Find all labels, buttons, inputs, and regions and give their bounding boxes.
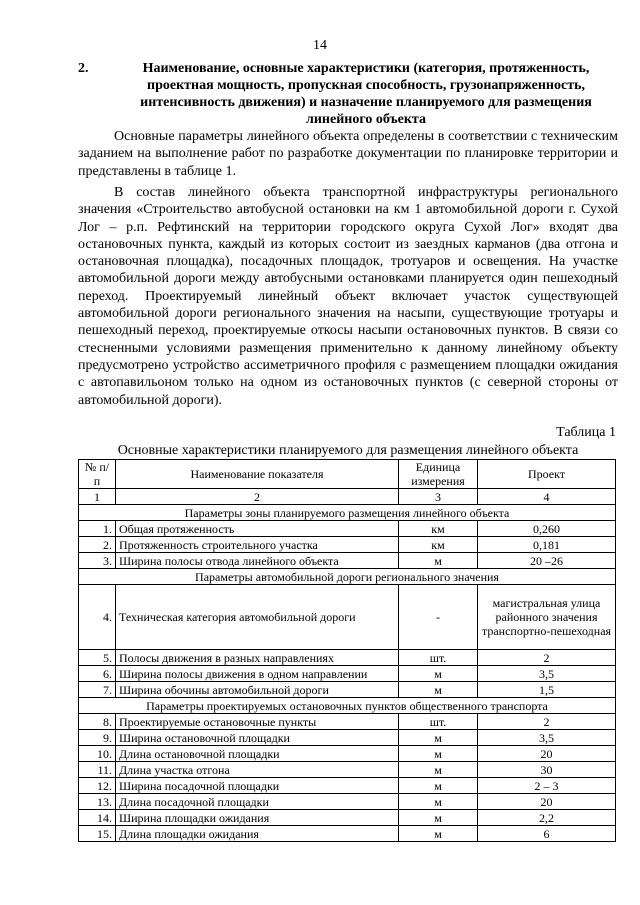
row-name: Ширина посадочной площадки [116,778,399,794]
paragraph: В состав линейного объекта транспортной инфраструктуры регионального значения «Строительство автобусной остановки на км 1 автомобильной дороги г. Сухой Лог – р.п. Рефтинский на территории городского округа Сухой Лог» входят два остановочных пункта, каждый из которых состоит из заездных карманов (два отгона и остановочная площадка), посадочных площадок, тротуаров и освещения. На участке автомобильной дороги между автобусными остановками планируется один пешеходный переход. Проектируемый линейный объект включает участок существующей автомобильной дороги регионального значения на насыпи, существующие тротуары и пешеходный переход, проектируемые откосы насыпи остановочных пунктов. В связи со стесненными условиями размещения применительно к данному линейному объекту предусмотрено устройство ассиметричного профиля с размещением площадки ожидания с автопавильоном только на одном из остановочных пунктов (с северной стороны от автомобильной дороги). [78,185,618,408]
row-unit: м [399,682,478,698]
characteristics-table [78,459,616,842]
row-number: 6. [79,666,116,682]
row-number: 15. [79,826,116,842]
column-index-row [79,489,616,505]
section-number: 2. [78,61,89,76]
header-number: № п/п [79,460,116,489]
header-unit: Единица измерения [399,460,478,489]
column-index: 2 [116,489,399,505]
row-name: Общая протяженность [116,521,399,537]
row-unit: - [399,585,478,650]
table-body [79,489,616,842]
row-value: 2 [478,714,616,730]
table-row [79,714,616,730]
row-value: 30 [478,762,616,778]
section-title: Параметры зоны планируемого размещения линейного объекта [79,505,616,521]
row-unit: км [399,537,478,553]
section-heading [78,60,618,128]
header-name: Наименование показателя [116,460,399,489]
row-number: 2. [79,537,116,553]
table-title: Основные характеристики планируемого для размещения линейного объекта [117,443,579,458]
table-header-row [79,460,616,489]
row-name: Длина площадки ожидания [116,826,399,842]
table-row [79,730,616,746]
row-number: 9. [79,730,116,746]
row-number: 8. [79,714,116,730]
row-name: Полосы движения в разных направлениях [116,650,399,666]
row-value: 20 [478,794,616,810]
paragraph: Основные параметры линейного объекта определены в соответствии с техническим заданием на выполнение работ по разработке документации по планировке территории и представлены в таблице 1. [78,129,618,179]
row-number: 5. [79,650,116,666]
row-value: магистральная улица районного значения транспортно-пешеходная [478,585,616,650]
row-value: 2 – 3 [478,778,616,794]
row-number: 1. [79,521,116,537]
row-unit: м [399,794,478,810]
row-unit: м [399,810,478,826]
row-unit: км [399,521,478,537]
row-unit: шт. [399,714,478,730]
row-value: 2,2 [478,810,616,826]
paragraph-2-block [78,184,618,409]
table-label: Таблица 1 [556,425,616,440]
paragraph-1-block [78,128,618,180]
row-name: Протяженность строительного участка [116,537,399,553]
table-row [79,666,616,682]
row-number: 14. [79,810,116,826]
page-number: 14 [313,38,327,53]
row-value: 20 –26 [478,553,616,569]
row-name: Ширина обочины автомобильной дороги [116,682,399,698]
table-row [79,682,616,698]
row-name: Длина участка отгона [116,762,399,778]
table-row [79,762,616,778]
row-number: 3. [79,553,116,569]
section-row [79,505,616,521]
section-row [79,698,616,714]
row-value: 0,181 [478,537,616,553]
section-title: Параметры проектируемых остановочных пунктов общественного транспорта [79,698,616,714]
row-number: 13. [79,794,116,810]
section-title: Параметры автомобильной дороги регионального значения [79,569,616,585]
row-unit: м [399,826,478,842]
row-unit: шт. [399,650,478,666]
table-row [79,521,616,537]
row-name: Ширина остановочной площадки [116,730,399,746]
row-number: 11. [79,762,116,778]
section-title: Наименование, основные характеристики (категория, протяженность, проектная мощность, пропускная способность, грузонапряженность, интенсивность движения) и назначение планируемого для размещения линейного объекта [140,61,592,127]
row-unit: м [399,746,478,762]
row-value: 2 [478,650,616,666]
row-unit: м [399,666,478,682]
row-number: 7. [79,682,116,698]
row-unit: м [399,762,478,778]
row-value: 0,260 [478,521,616,537]
row-number: 4. [79,585,116,650]
table-row [79,537,616,553]
table-row [79,778,616,794]
row-value: 3,5 [478,666,616,682]
row-number: 12. [79,778,116,794]
row-name: Техническая категория автомобильной дороги [116,585,399,650]
table-row [79,650,616,666]
row-name: Ширина полосы отвода линейного объекта [116,553,399,569]
row-value: 3,5 [478,730,616,746]
table-row [79,826,616,842]
table-row [79,746,616,762]
row-value: 1,5 [478,682,616,698]
section-row [79,569,616,585]
column-index: 4 [478,489,616,505]
column-index: 3 [399,489,478,505]
row-name: Длина посадочной площадки [116,794,399,810]
row-unit: м [399,730,478,746]
row-unit: м [399,553,478,569]
row-unit: м [399,778,478,794]
table-row [79,810,616,826]
table-row [79,585,616,650]
row-name: Проектируемые остановочные пункты [116,714,399,730]
row-name: Ширина полосы движения в одном направлении [116,666,399,682]
row-value: 6 [478,826,616,842]
header-value: Проект [478,460,616,489]
column-index: 1 [79,489,116,505]
row-name: Длина остановочной площадки [116,746,399,762]
row-number: 10. [79,746,116,762]
row-name: Ширина площадки ожидания [116,810,399,826]
table-row [79,794,616,810]
table-row [79,553,616,569]
row-value: 20 [478,746,616,762]
